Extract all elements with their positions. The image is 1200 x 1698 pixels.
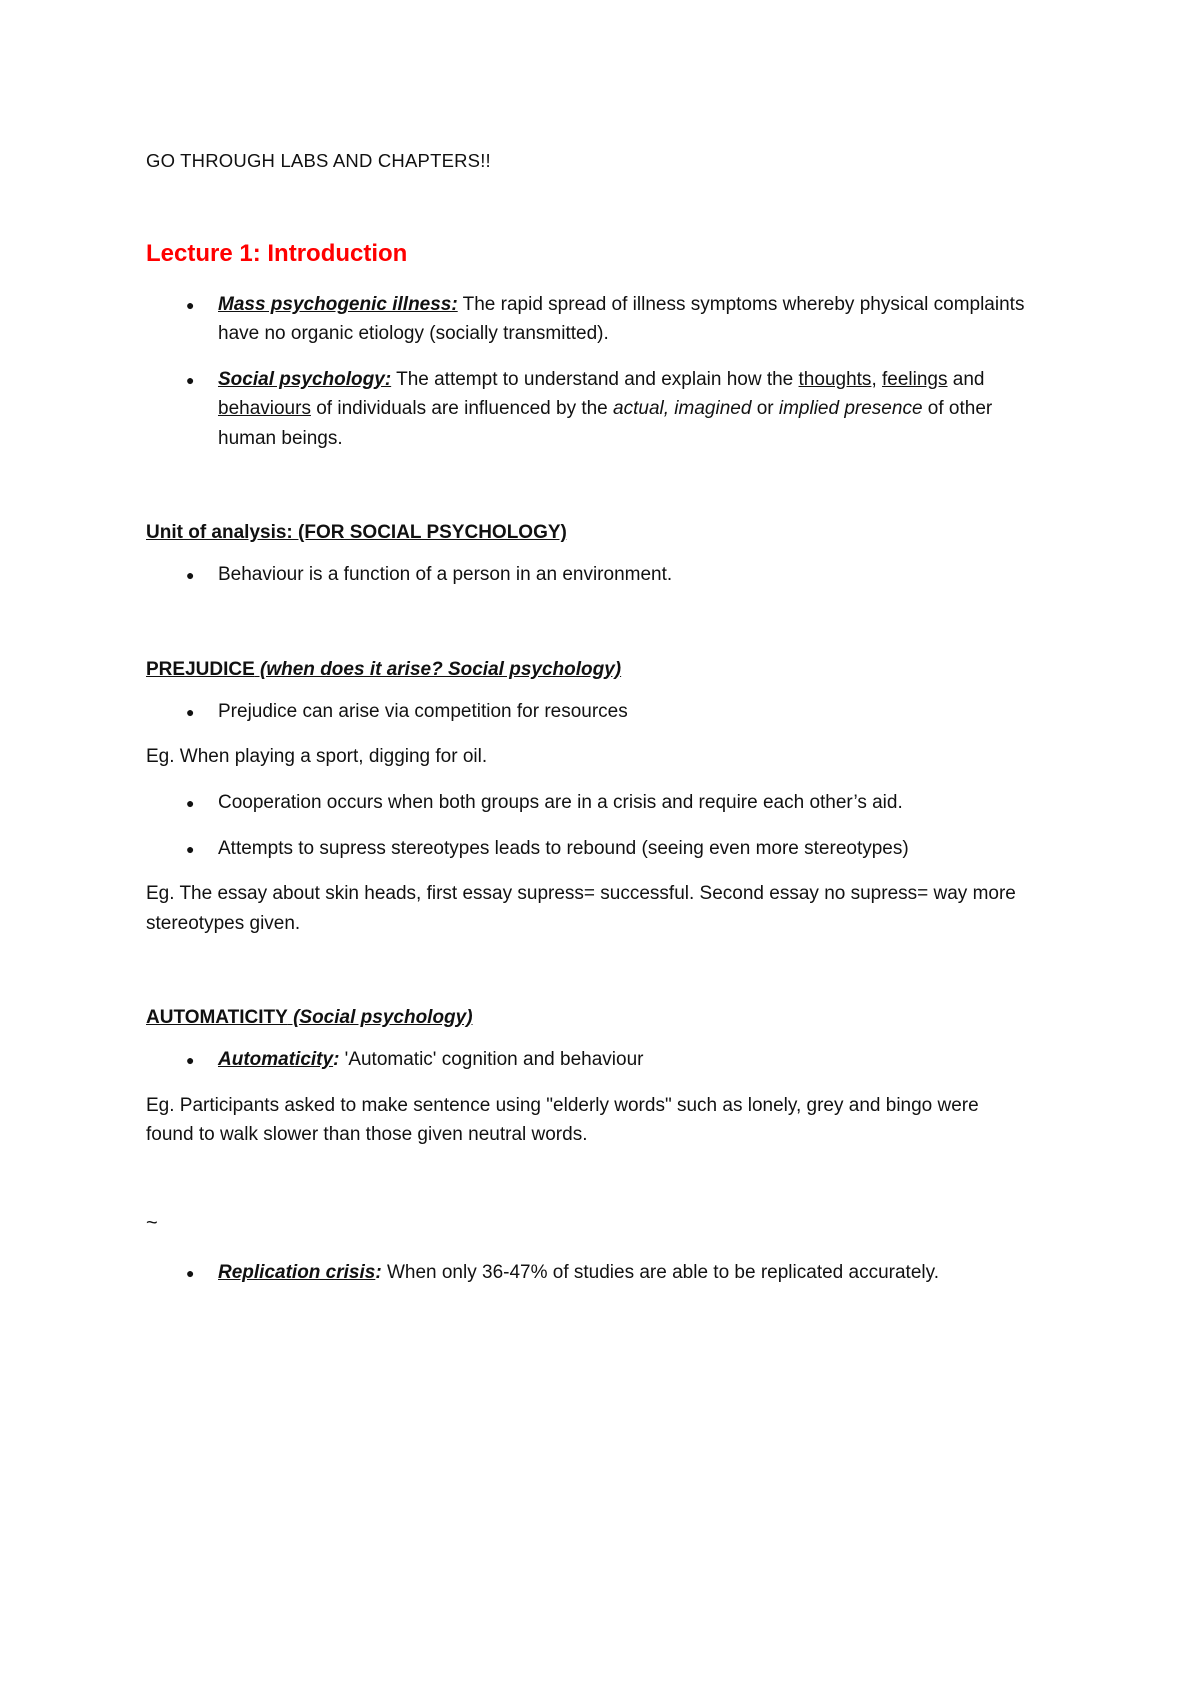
word-behaviours: behaviours: [218, 398, 311, 419]
automaticity-heading-italic: (Social psychology): [287, 1007, 473, 1028]
automaticity-example-line2: found to walk slower than those given neutral words.: [146, 1124, 588, 1145]
definition-text: 'Automatic' cognition and behaviour: [339, 1049, 644, 1070]
definition-text: of other: [922, 398, 993, 419]
prejudice-example-2-line1: Eg. The essay about skin heads, first essay supress= successful. Second essay no supress= way more: [146, 883, 1016, 904]
bullet-icon: ●: [186, 567, 195, 583]
definition-text: of individuals are influenced by the: [310, 398, 614, 419]
bullet-icon: ●: [186, 841, 195, 857]
prejudice-heading: [146, 659, 621, 681]
replication-crisis-item: [218, 1262, 939, 1284]
bullet-icon: ●: [186, 1265, 195, 1281]
term-social-psychology: Social psychology:: [218, 369, 392, 390]
term-replication-crisis: Replication crisis: [218, 1262, 376, 1283]
prejudice-item-competition: Prejudice can arise via competition for resources: [218, 701, 628, 722]
bullet-icon: ●: [186, 1052, 195, 1068]
unit-of-analysis-item: Behaviour is a function of a person in an environment.: [218, 564, 673, 585]
prejudice-heading-italic: (when does it arise? Social psychology): [254, 659, 622, 680]
colon-text: :: [333, 1049, 340, 1070]
header-note: GO THROUGH LABS AND CHAPTERS!!: [146, 150, 491, 171]
definition-text: When only 36-47% of studies are able to be replicated accurately.: [381, 1262, 939, 1283]
tilde-separator: ~: [146, 1212, 158, 1234]
definition-mass-psychogenic-line2: have no organic etiology (socially transmitted).: [218, 323, 609, 344]
prejudice-item-rebound: Attempts to supress stereotypes leads to rebound (seeing even more stereotypes): [218, 838, 909, 859]
prejudice-example-2-line2: stereotypes given.: [146, 913, 301, 934]
lecture-title: Lecture 1: Introduction: [146, 240, 408, 267]
definition-social-psychology-line3: human beings.: [218, 428, 343, 449]
definition-text: The attempt to understand and explain how the: [391, 369, 799, 390]
or-text: or: [751, 398, 779, 419]
prejudice-heading-main: PREJUDICE: [146, 659, 255, 680]
unit-of-analysis-heading: Unit of analysis: (FOR SOCIAL PSYCHOLOGY): [146, 522, 567, 543]
definition-text: The rapid spread of illness symptoms whereby physical complaints: [457, 294, 1025, 315]
word-actual-imagined: actual, imagined: [613, 398, 752, 419]
definition-social-psychology-line2: [218, 398, 992, 420]
automaticity-item: [218, 1049, 643, 1071]
colon-text: :: [375, 1262, 382, 1283]
definition-mass-psychogenic-line1: [218, 294, 1024, 316]
bullet-icon: ●: [186, 795, 195, 811]
prejudice-item-cooperation: Cooperation occurs when both groups are in a crisis and require each other’s aid.: [218, 792, 903, 813]
word-feelings: feelings: [882, 369, 948, 390]
automaticity-example-line1: Eg. Participants asked to make sentence using "elderly words" such as lonely, grey and bingo were: [146, 1095, 979, 1116]
automaticity-heading: [146, 1007, 473, 1029]
term-mass-psychogenic: Mass psychogenic illness:: [218, 294, 458, 315]
word-thoughts: thoughts: [798, 369, 872, 390]
and-text: and: [947, 369, 985, 390]
bullet-icon: ●: [186, 297, 195, 313]
prejudice-example-1: Eg. When playing a sport, digging for oil.: [146, 746, 488, 767]
bullet-icon: ●: [186, 372, 195, 388]
comma-text: ,: [871, 369, 882, 390]
definition-social-psychology-line1: [218, 369, 984, 391]
term-automaticity: Automaticity: [218, 1049, 334, 1070]
bullet-icon: ●: [186, 704, 195, 720]
automaticity-heading-main: AUTOMATICITY: [146, 1007, 288, 1028]
word-implied-presence: implied presence: [778, 398, 923, 419]
